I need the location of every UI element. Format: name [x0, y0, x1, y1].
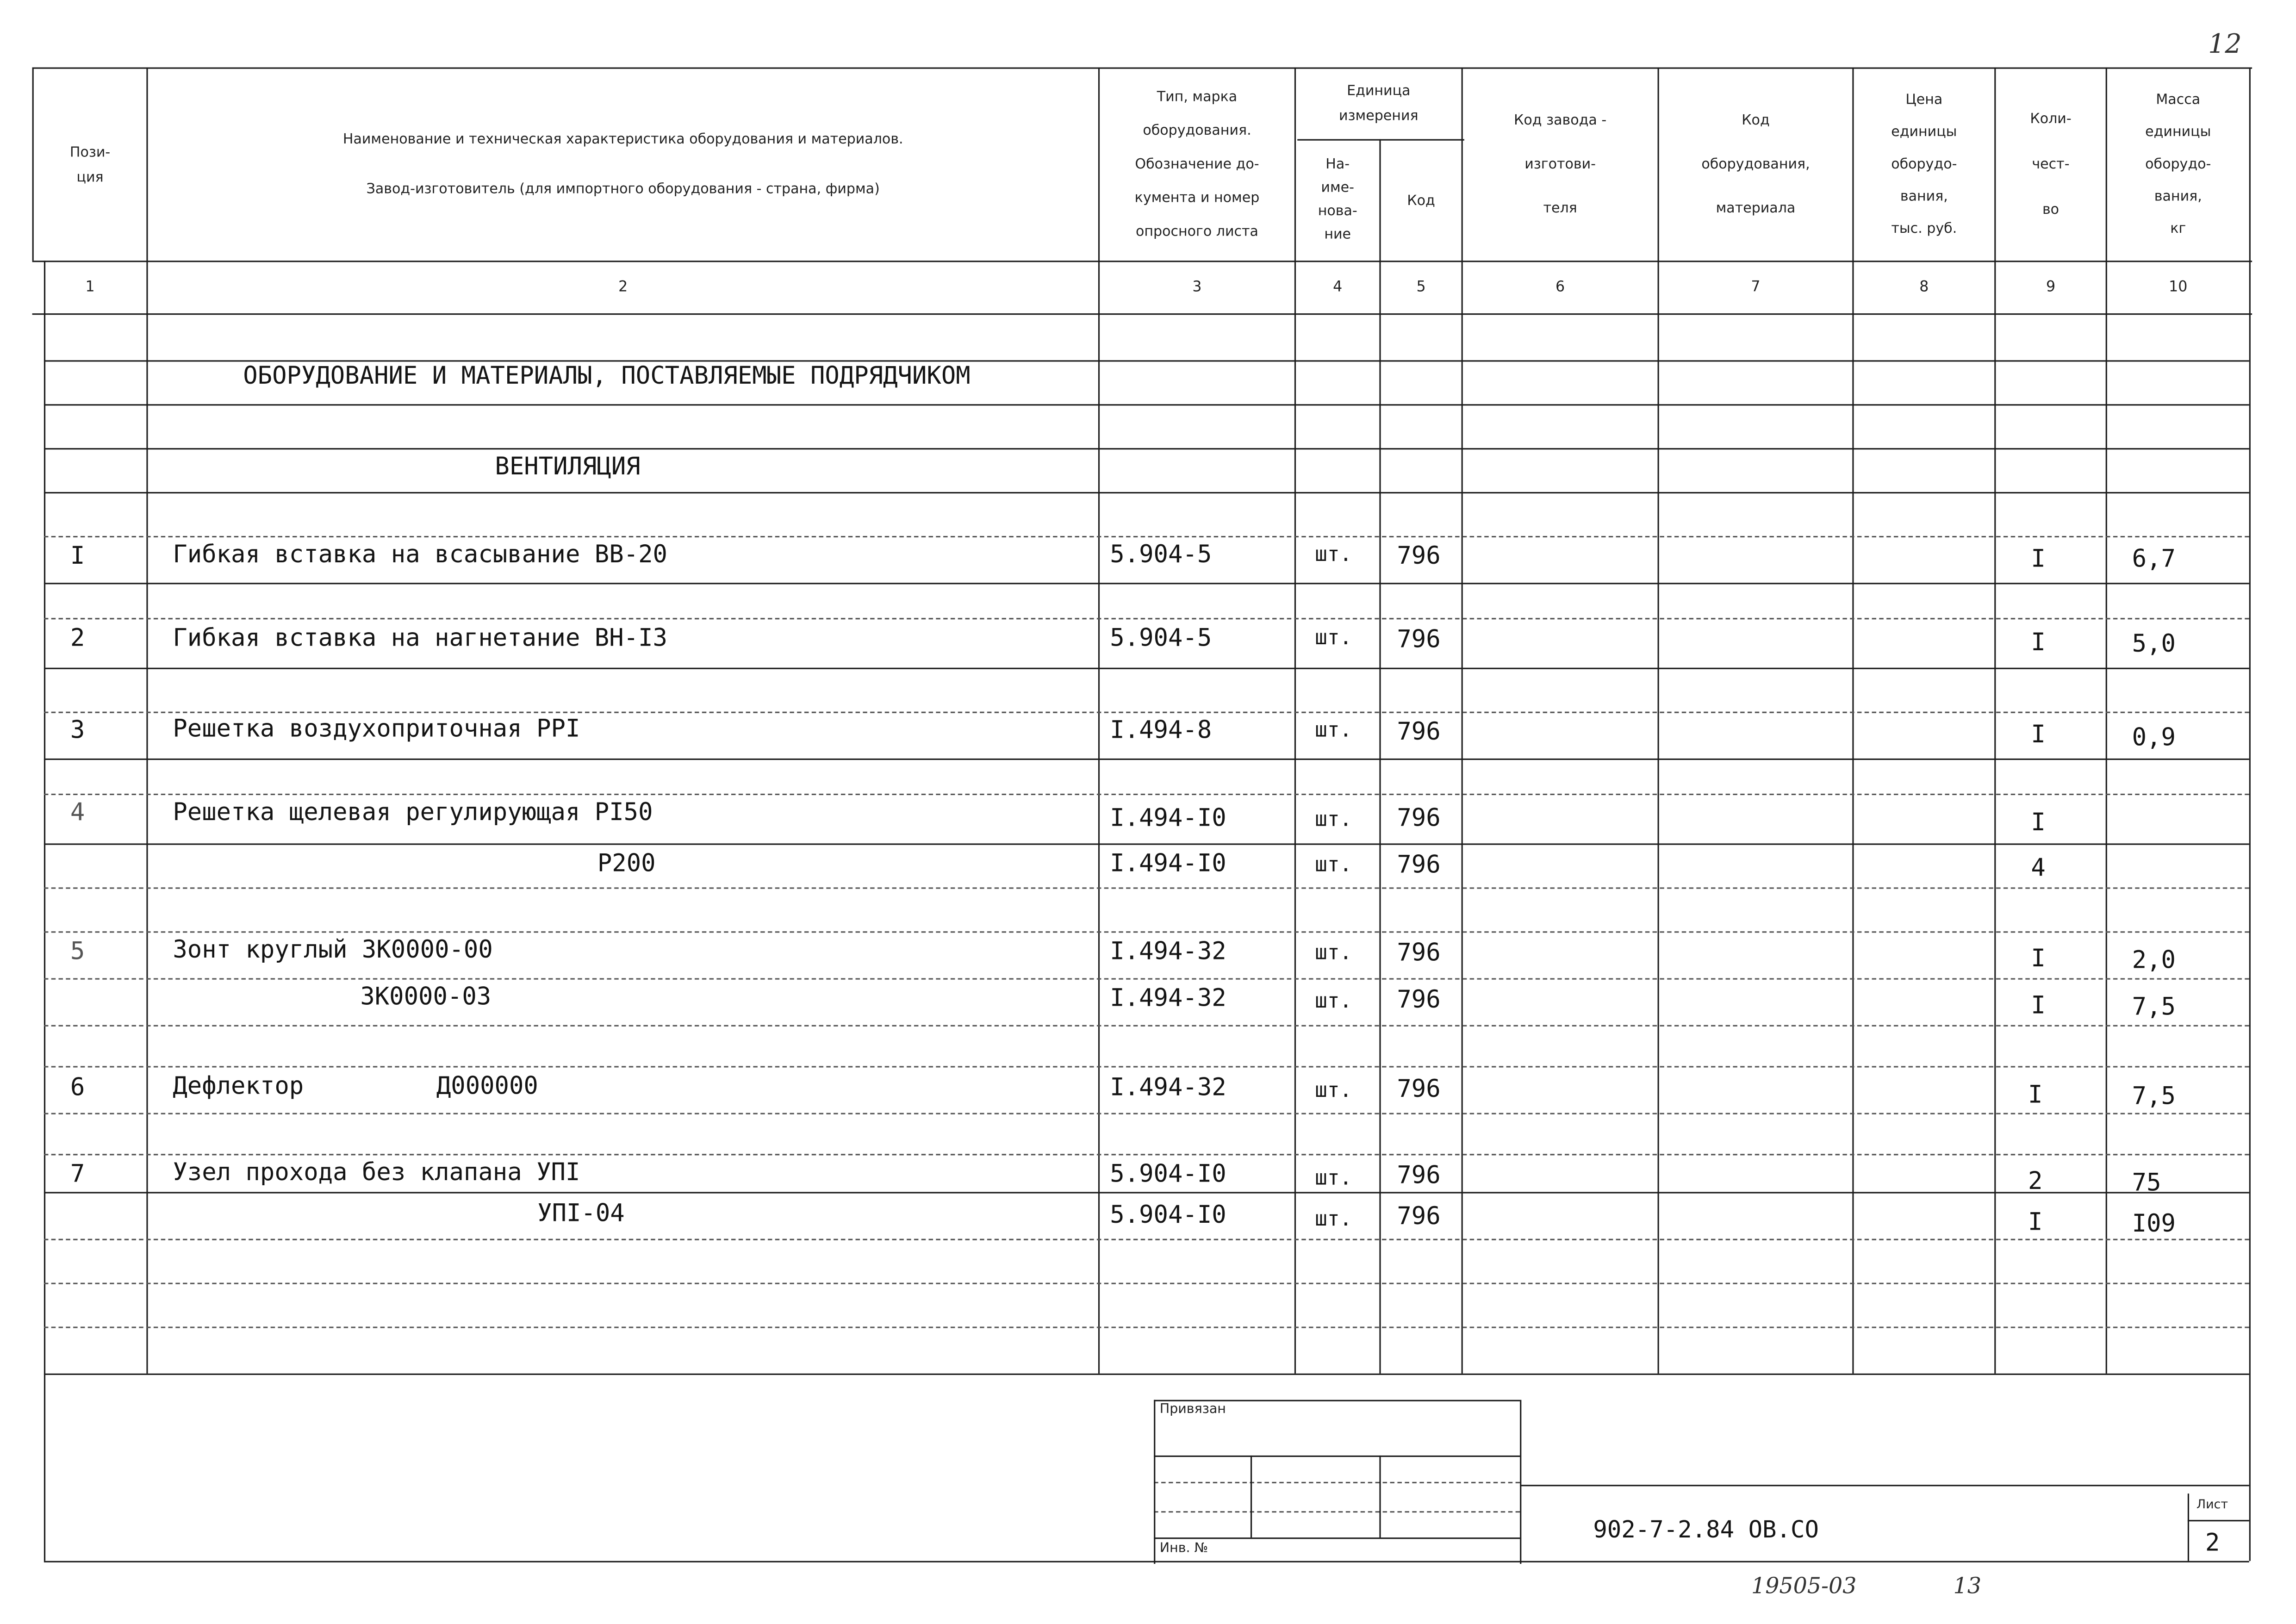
row-separator-dashed	[44, 1283, 2249, 1284]
row-unit: шт.	[1315, 627, 1352, 650]
title-block-top-line	[1520, 1485, 2249, 1487]
row-document: 5.904-5	[1110, 623, 1212, 652]
stamp-privyazan-label: Привязан	[1159, 1403, 1226, 1418]
row-position: I	[70, 541, 85, 570]
row-separator-dashed	[44, 1066, 2249, 1067]
header-unit-name: На- име- нова- ние	[1318, 156, 1357, 243]
row-separator	[44, 448, 2249, 449]
row-separator-dashed	[44, 1025, 2249, 1027]
row-unit: шт.	[1315, 941, 1352, 965]
header-unit-mass: Масса единицы оборудо- вания, кг	[2145, 91, 2211, 236]
page-number-top: 12	[2208, 29, 2242, 60]
row-separator-dashed	[44, 978, 2249, 979]
stamp-dashed-line	[1154, 1482, 1520, 1483]
header-type: Тип, марка оборудования. Обозначение до- кумента и номер опросного листа	[1134, 89, 1260, 240]
row-unit-code: 796	[1397, 939, 1441, 967]
page-frame-bottom	[44, 1561, 2249, 1563]
row-position: 5	[70, 937, 85, 965]
row-document: I.494-I0	[1110, 803, 1226, 832]
row-unit-code: 796	[1397, 985, 1441, 1014]
column-number-3: 3	[1192, 280, 1202, 296]
row-quantity: I	[2031, 991, 2046, 1020]
column-number-6: 6	[1556, 280, 1565, 296]
header-unit-group: Единица измерения	[1339, 83, 1419, 124]
row-unit: шт.	[1315, 853, 1352, 877]
row-name-code: Д000000	[436, 1071, 538, 1100]
row-mass: 7,5	[2132, 993, 2176, 1021]
row-separator-dashed	[44, 1326, 2249, 1328]
handwritten-note: 13	[1953, 1573, 1982, 1599]
stamp-line	[1154, 1456, 1520, 1457]
column-numbers-bottom-line	[32, 313, 2252, 315]
subsection-title: ВЕНТИЛЯЦИЯ	[495, 452, 641, 480]
stamp-divider	[1251, 1456, 1252, 1537]
row-separator	[44, 759, 2249, 760]
row-unit: шт.	[1315, 1079, 1352, 1103]
row-separator-dashed	[44, 1239, 2249, 1240]
row-quantity: I	[2028, 1208, 2043, 1236]
header-quantity: Коли- чест- во	[2030, 111, 2072, 218]
row-name: Гибкая вставка на нагнетание ВН-I3	[173, 623, 667, 652]
row-unit: шт.	[1315, 808, 1352, 832]
column-number-7: 7	[1751, 280, 1761, 296]
row-name: УПI-04	[537, 1199, 625, 1227]
row-position: 4	[70, 798, 85, 826]
row-quantity: I	[2031, 808, 2046, 836]
row-quantity: I	[2028, 1080, 2043, 1109]
row-mass: 0,9	[2132, 723, 2176, 752]
row-separator	[44, 1192, 2249, 1193]
stamp-top-line	[1154, 1400, 1520, 1402]
row-position: 7	[70, 1159, 85, 1188]
row-name: Решетка щелевая регулирующая РI50	[173, 798, 653, 826]
row-mass: 5,0	[2132, 629, 2176, 658]
row-quantity: 4	[2031, 853, 2046, 882]
header-unit-code: Код	[1407, 193, 1435, 209]
column-number-9: 9	[2046, 280, 2056, 296]
row-unit-code: 796	[1397, 803, 1441, 832]
header-equipment-code: Код оборудования, материала	[1701, 112, 1810, 216]
row-separator	[44, 492, 2249, 493]
row-position: 3	[70, 716, 85, 744]
row-name: Дефлектор	[173, 1071, 304, 1100]
row-position: 6	[70, 1073, 85, 1101]
col-divider-4	[1379, 139, 1381, 1374]
row-unit-code: 796	[1397, 1161, 1441, 1189]
row-name: Гибкая вставка на всасывание ВВ-20	[173, 540, 667, 568]
row-mass: 7,5	[2132, 1082, 2176, 1110]
row-position: 2	[70, 623, 85, 652]
header-unit-price: Цена единицы оборудо- вания, тыс. руб.	[1891, 91, 1957, 236]
row-mass: 2,0	[2132, 946, 2176, 974]
row-document: I.494-32	[1110, 984, 1226, 1012]
document-designation: 902-7-2.84 ОВ.СО	[1593, 1515, 1819, 1543]
row-document: 5.904-I0	[1110, 1201, 1226, 1229]
row-name: Р200	[597, 849, 656, 877]
row-mass: 6,7	[2132, 544, 2176, 573]
row-unit-code: 796	[1397, 1202, 1441, 1230]
row-unit: шт.	[1315, 1167, 1352, 1191]
sheet-label: Лист	[2196, 1498, 2228, 1513]
row-document: 5.904-I0	[1110, 1159, 1226, 1188]
row-unit: шт.	[1315, 719, 1352, 743]
row-document: I.494-I0	[1110, 849, 1226, 877]
row-name: Узел прохода без клапана УПI	[173, 1158, 580, 1186]
stamp-left-border	[1154, 1400, 1156, 1564]
row-mass: 75	[2132, 1168, 2161, 1196]
row-separator-dashed	[44, 536, 2249, 537]
column-number-5: 5	[1416, 280, 1426, 296]
stamp-line	[1154, 1537, 1520, 1539]
frame-left-lower	[44, 261, 46, 1561]
handwritten-archive-number: 19505-03	[1751, 1573, 1857, 1599]
sheet-box-divider	[2188, 1520, 2249, 1522]
header-factory-code: Код завода - изготови- теля	[1514, 112, 1607, 216]
row-unit: шт.	[1315, 543, 1352, 567]
row-unit-code: 796	[1397, 541, 1441, 570]
column-number-1: 1	[85, 280, 95, 296]
row-separator	[44, 583, 2249, 584]
row-document: I.494-32	[1110, 937, 1226, 965]
header-position: Пози- ция	[69, 144, 111, 186]
row-separator-dashed	[44, 794, 2249, 795]
row-separator-dashed	[44, 618, 2249, 619]
row-unit-code: 796	[1397, 717, 1441, 746]
row-separator-dashed	[44, 1154, 2249, 1155]
row-separator-dashed	[44, 887, 2249, 889]
row-quantity: 2	[2028, 1167, 2043, 1195]
row-quantity: I	[2031, 720, 2046, 748]
column-number-4: 4	[1333, 280, 1343, 296]
row-separator-dashed	[44, 931, 2249, 933]
row-mass: I09	[2132, 1209, 2176, 1238]
row-name: Зонт круглый ЗК0000-00	[173, 935, 493, 964]
row-name: ЗК0000-03	[360, 982, 492, 1011]
row-unit: шт.	[1315, 1208, 1352, 1232]
row-separator	[44, 668, 2249, 669]
row-unit-code: 796	[1397, 1075, 1441, 1103]
column-number-10: 10	[2169, 280, 2188, 296]
stamp-divider	[1379, 1456, 1381, 1537]
stamp-inventory-label: Инв. №	[1159, 1542, 1208, 1557]
column-number-8: 8	[1919, 280, 1929, 296]
row-unit-code: 796	[1397, 625, 1441, 653]
row-document: I.494-32	[1110, 1073, 1226, 1101]
table-bottom-line	[44, 1374, 2249, 1375]
row-quantity: I	[2031, 628, 2046, 656]
row-document: 5.904-5	[1110, 540, 1212, 568]
header-name: Наименование и техническая характеристика оборудования и материалов. Завод-изготовитель (для импортного оборудования - страна, фирма)	[342, 131, 903, 197]
row-separator-dashed	[44, 712, 2249, 713]
sheet-number: 2	[2205, 1529, 2220, 1557]
column-number-2: 2	[618, 280, 628, 296]
row-quantity: I	[2031, 944, 2046, 972]
frame-right	[2249, 68, 2251, 1561]
row-unit: шт.	[1315, 989, 1352, 1014]
section-title: ОБОРУДОВАНИЕ И МАТЕРИАЛЫ, ПОСТАВЛЯЕМЫЕ ПОДРЯДЧИКОМ	[243, 361, 971, 390]
row-separator	[44, 404, 2249, 405]
sheet-box-border	[2188, 1493, 2190, 1561]
stamp-right-border	[1520, 1400, 1522, 1564]
row-document: I.494-8	[1110, 716, 1212, 744]
row-separator-dashed	[44, 1113, 2249, 1114]
row-name: Решетка воздухоприточная РРI	[173, 714, 580, 743]
stamp-dashed-line	[1154, 1511, 1520, 1512]
row-unit-code: 796	[1397, 851, 1441, 879]
row-quantity: I	[2031, 544, 2046, 573]
row-separator	[44, 843, 2249, 845]
